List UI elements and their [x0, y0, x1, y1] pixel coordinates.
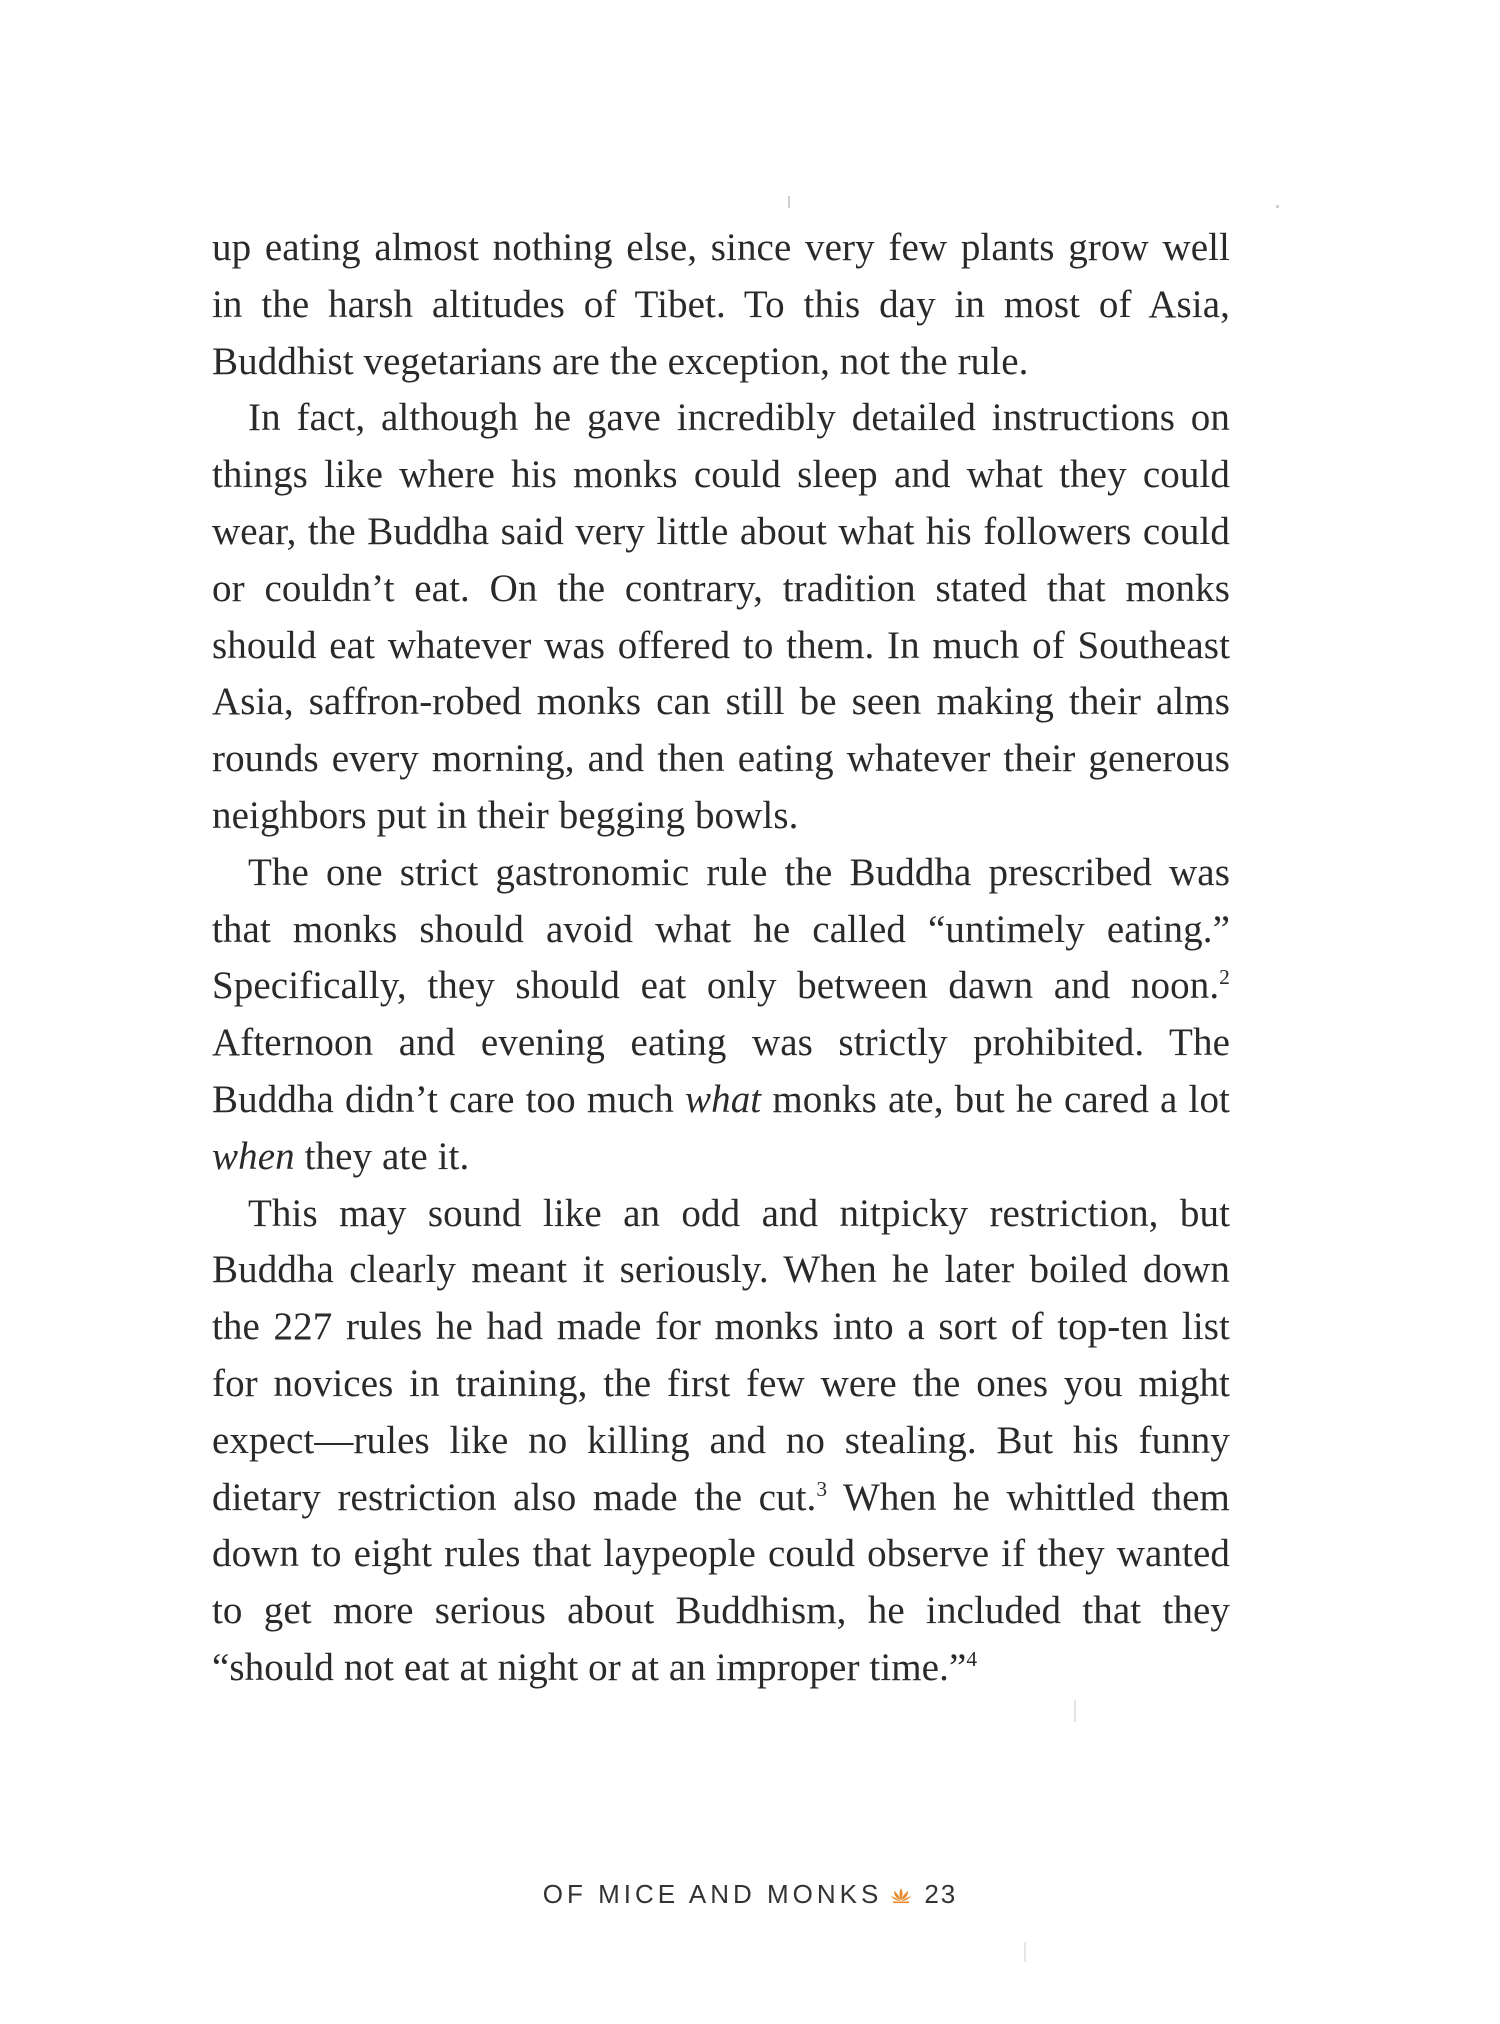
running-head: OF MICE AND MONKS [542, 1879, 883, 1909]
scan-speck [1074, 1700, 1076, 1722]
footnote-marker: 2 [1219, 965, 1230, 990]
text-segment: When he whittled them down to eight rules that laypeople could observe if they wanted to get more serious about Buddhism, he included that they “should not eat at night or at an improper time.” [212, 1475, 1230, 1689]
footnote-marker: 4 [966, 1646, 978, 1671]
scan-speck [788, 196, 790, 208]
paragraph [212, 390, 1230, 844]
emphasis-text: when [212, 1134, 295, 1178]
scan-speck [1276, 205, 1279, 208]
paragraph [212, 1186, 1230, 1697]
body-text [212, 220, 1230, 1697]
footnote-marker: 3 [816, 1476, 828, 1501]
emphasis-text: what [684, 1077, 762, 1121]
text-segment: In fact, although he gave incredibly detailed instructions on things like where his monks could sleep and what they could wear, the Buddha said very little about what his followers could or couldn’t eat. On the contrary, tradition stated that monks should eat whatever was offered to them. In much of Southeast Asia, saffron-robed monks can still be seen making their alms rounds every morning, and then eating whatever their generous neighbors put in their begging bowls. [212, 396, 1230, 837]
page-footer [0, 1879, 1500, 1910]
lotus-icon [890, 1880, 912, 1898]
text-segment: Afternoon and evening eating was strictly prohibited. The Buddha didn’t care too much [212, 1021, 1230, 1121]
scan-speck [1024, 1942, 1026, 1962]
text-segment: they ate it. [294, 1134, 470, 1178]
paragraph [212, 220, 1230, 390]
page-number: 23 [924, 1879, 958, 1909]
text-segment: monks ate, but he cared a lot [761, 1077, 1230, 1121]
paragraph [212, 845, 1230, 1186]
text-segment: up eating almost nothing else, since very few plants grow well in the harsh altitudes of Tibet. To this day in most of Asia, Buddhist vegetarians are the exception, not the rule. [212, 226, 1230, 383]
text-segment: This may sound like an odd and nitpicky restriction, but Buddha clearly meant it seriously. When he later boiled down the 227 rules he had made for monks into a sort of top-ten list for novices in training, the first few were the ones you might expect—rules like no killing and no stealing. But his funny dietary restriction also made the cut. [212, 1191, 1230, 1519]
text-segment: The one strict gastronomic rule the Buddha prescribed was that monks should avoid what he called “untimely eating.” Specifically, they should eat only between dawn and noon. [212, 850, 1230, 1008]
